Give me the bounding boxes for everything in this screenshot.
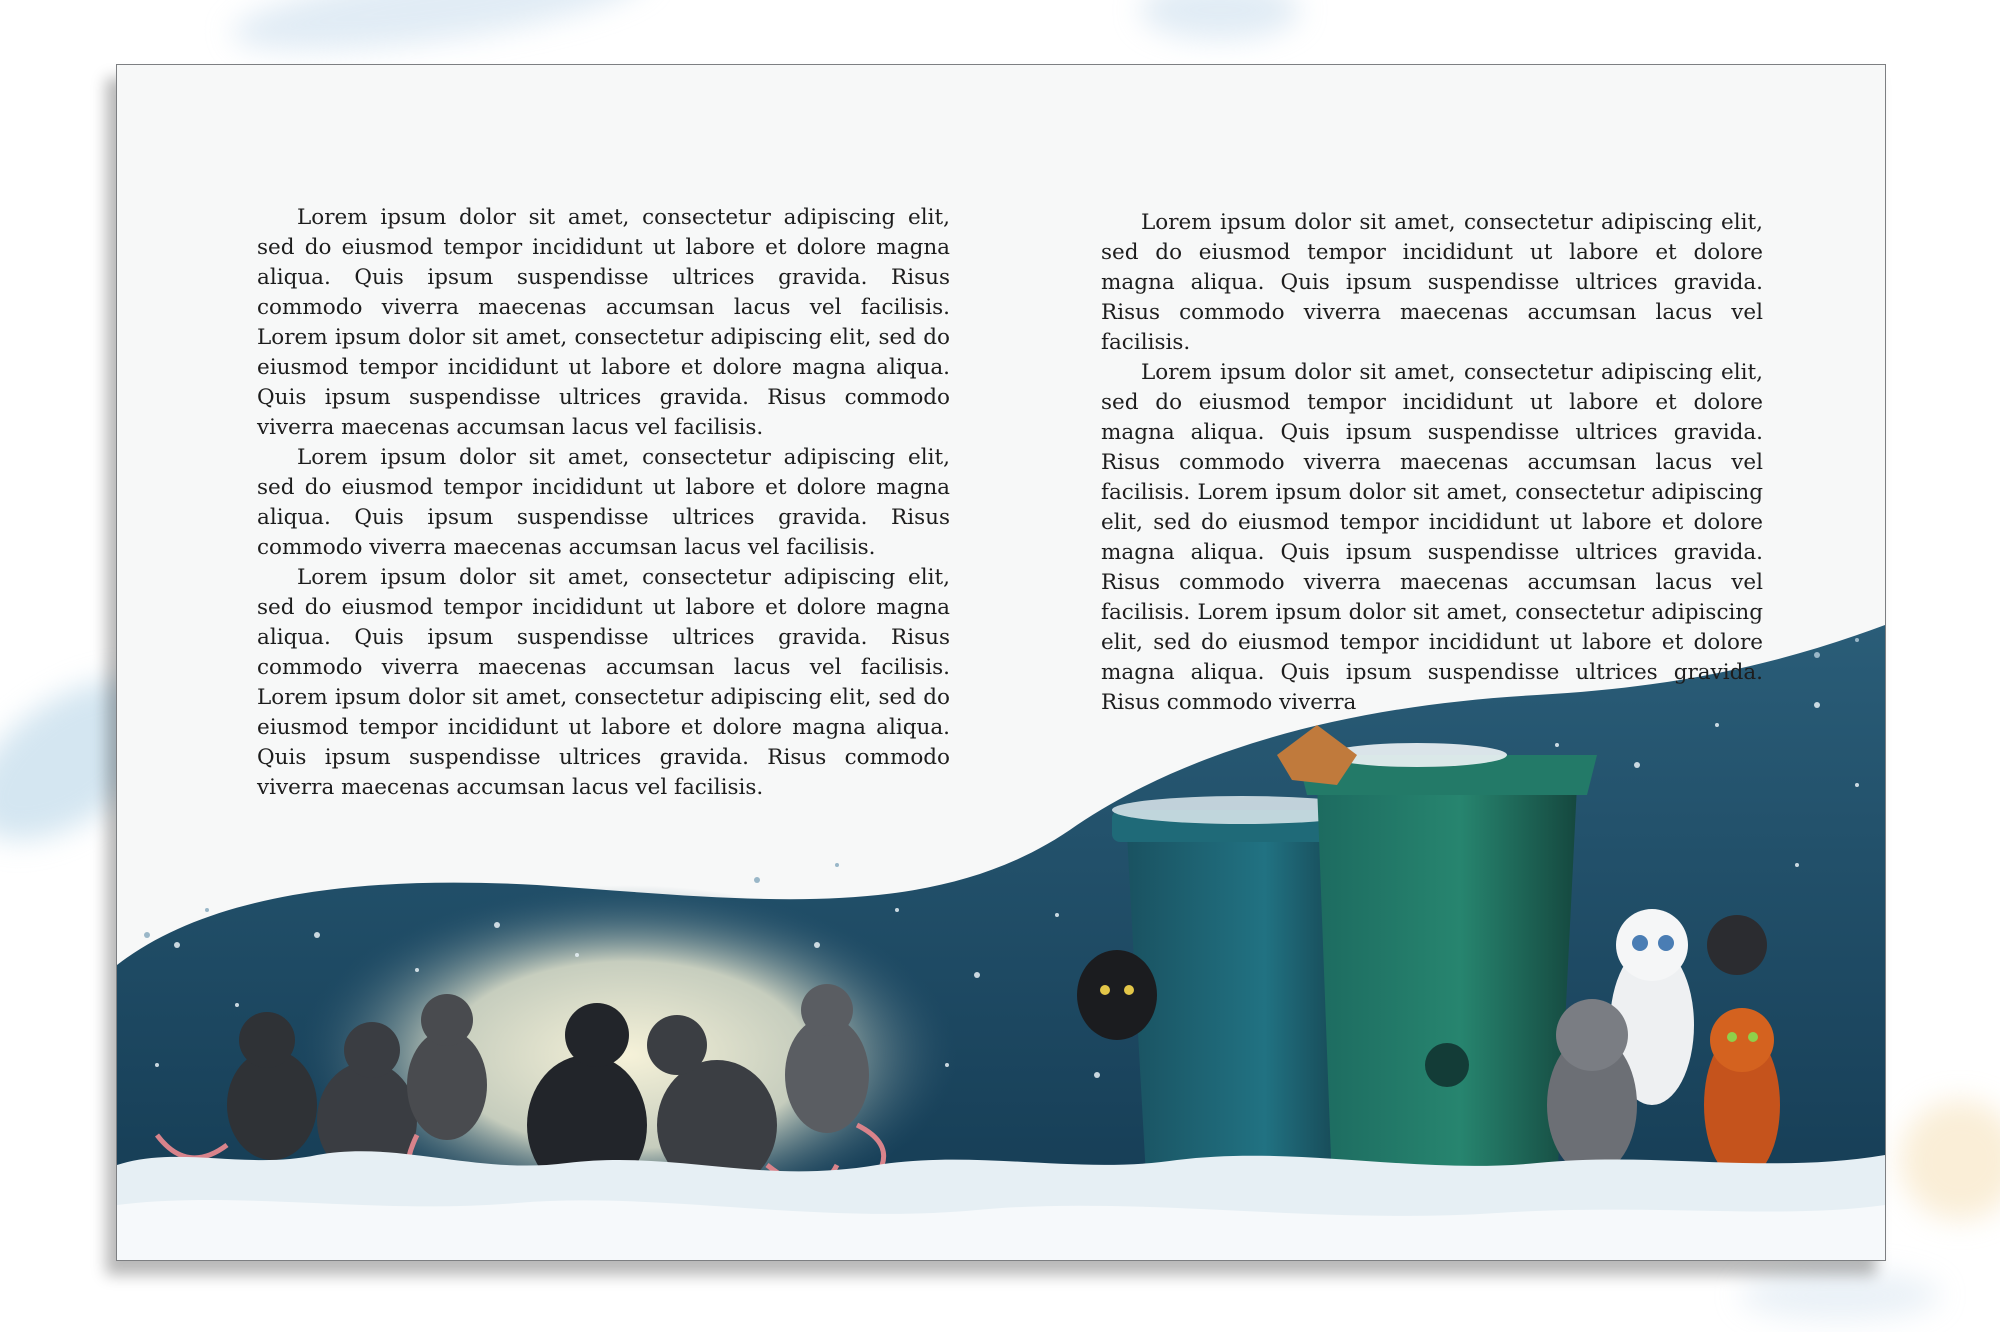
watercolor-smear: [227, 0, 653, 69]
left-page-text: [257, 203, 950, 803]
cat-icon: [1547, 999, 1637, 1175]
watercolor-smear: [1740, 1270, 1940, 1320]
paragraph: Lorem ipsum dolor sit amet, consectetur adipiscing elit, sed do eiusmod tempor incididunt ut labore et dolore magna aliqua. Quis ipsum suspendisse ultrices gravida. Risus commodo viverra maecenas accumsan lacus vel facilisis.: [257, 445, 950, 560]
paragraph: Lorem ipsum dolor sit amet, consectetur adipiscing elit, sed do eiusmod tempor incididunt ut labore et dolore magna aliqua. Quis ipsum suspendisse ultrices gravida. Risus commodo viverra maecenas accumsan lacus vel facilisis. Lorem ipsum dolor sit amet, consectetur adipiscing elit, sed do eiusmod tempor incididunt ut labore et dolore magna aliqua. Quis ipsum suspendisse ultrices gravida. Risus commodo viverra maecenas accumsan lacus vel facilisis.: [257, 565, 950, 800]
cat-icon: [1707, 915, 1767, 975]
book-spread: [116, 64, 1886, 1261]
paragraph: Lorem ipsum dolor sit amet, consectetur adipiscing elit, sed do eiusmod tempor incididunt ut labore et dolore magna aliqua. Quis ipsum suspendisse ultrices gravida. Risus commodo viverra maecenas accumsan lacus vel facilisis. Lorem ipsum dolor sit amet, consectetur adipiscing elit, sed do eiusmod tempor incididunt ut labore et dolore magna aliqua. Quis ipsum suspendisse ultrices gravida. Risus commodo viverra maecenas accumsan lacus vel facilisis. Lorem ipsum dolor sit amet, consectetur adipiscing elit, sed do eiusmod tempor incididunt ut labore et dolore magna aliqua. Quis ipsum suspendisse ultrices gravida. Risus commodo viverra: [1101, 360, 1763, 715]
right-page-text: [1101, 208, 1763, 718]
watercolor-smear: [1900, 1100, 2000, 1220]
cat-icon: [1077, 950, 1157, 1040]
paragraph: Lorem ipsum dolor sit amet, consectetur adipiscing elit, sed do eiusmod tempor incididunt ut labore et dolore magna aliqua. Quis ipsum suspendisse ultrices gravida. Risus commodo viverra maecenas accumsan lacus vel facilisis.: [1101, 210, 1763, 355]
paragraph: Lorem ipsum dolor sit amet, consectetur adipiscing elit, sed do eiusmod tempor incididunt ut labore et dolore magna aliqua. Quis ipsum suspendisse ultrices gravida. Risus commodo viverra maecenas accumsan lacus vel facilisis. Lorem ipsum dolor sit amet, consectetur adipiscing elit, sed do eiusmod tempor incididunt ut labore et dolore magna aliqua. Quis ipsum suspendisse ultrices gravida. Risus commodo viverra maecenas accumsan lacus vel facilisis.: [257, 205, 950, 440]
cat-icon: [1704, 1008, 1780, 1180]
watercolor-smear: [1140, 0, 1300, 40]
